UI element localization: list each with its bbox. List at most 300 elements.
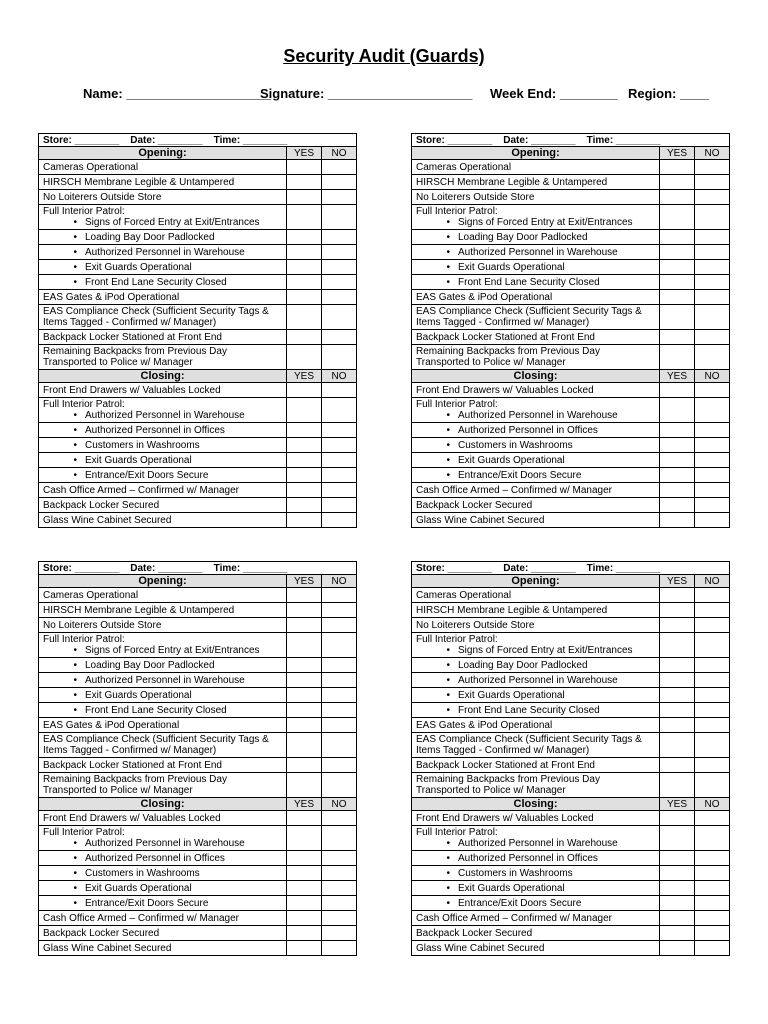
bullet-icon: • bbox=[73, 410, 77, 421]
store-date-time-line[interactable]: Store: ________ Date: ________ Time: ________ bbox=[39, 134, 357, 147]
checklist-item-label bbox=[39, 345, 287, 370]
yes-checkbox[interactable] bbox=[660, 468, 695, 483]
yes-checkbox[interactable] bbox=[660, 658, 695, 673]
yes-checkbox[interactable] bbox=[660, 773, 695, 798]
signature-field[interactable]: Signature: ____________________ bbox=[260, 86, 473, 101]
no-checkbox[interactable] bbox=[322, 275, 357, 290]
bullet-icon: • bbox=[446, 261, 450, 273]
no-checkbox[interactable] bbox=[322, 941, 357, 956]
yes-column-header: YES bbox=[287, 575, 322, 588]
yes-checkbox[interactable] bbox=[287, 190, 322, 205]
checklist-item-label bbox=[412, 345, 660, 370]
no-checkbox[interactable] bbox=[322, 453, 357, 468]
yes-checkbox[interactable] bbox=[287, 513, 322, 528]
yes-checkbox[interactable] bbox=[660, 190, 695, 205]
checklist-item-label bbox=[39, 881, 287, 896]
no-checkbox[interactable] bbox=[322, 881, 357, 896]
no-checkbox[interactable] bbox=[695, 275, 730, 290]
yes-checkbox[interactable] bbox=[287, 398, 322, 423]
checklist-item-label bbox=[39, 733, 287, 758]
checklist-row bbox=[39, 498, 357, 513]
bullet-icon: • bbox=[446, 469, 450, 481]
checklist-row bbox=[412, 851, 730, 866]
opening-section-header bbox=[39, 575, 357, 588]
yes-checkbox[interactable] bbox=[660, 603, 695, 618]
yes-checkbox[interactable] bbox=[660, 438, 695, 453]
no-checkbox[interactable] bbox=[322, 483, 357, 498]
no-checkbox[interactable] bbox=[695, 453, 730, 468]
checklist-row bbox=[39, 826, 357, 851]
no-checkbox[interactable] bbox=[695, 911, 730, 926]
store-date-time-line[interactable]: Store: ________ Date: ________ Time: ________ bbox=[39, 562, 357, 575]
no-column-header: NO bbox=[695, 370, 730, 383]
yes-checkbox[interactable] bbox=[660, 703, 695, 718]
audit-form-bottom-right bbox=[411, 561, 729, 956]
no-checkbox[interactable] bbox=[695, 758, 730, 773]
no-checkbox[interactable] bbox=[322, 603, 357, 618]
yes-checkbox[interactable] bbox=[287, 468, 322, 483]
store-date-time-line[interactable]: Store: ________ Date: ________ Time: ________ bbox=[412, 134, 730, 147]
yes-checkbox[interactable] bbox=[660, 423, 695, 438]
no-checkbox[interactable] bbox=[695, 423, 730, 438]
no-checkbox[interactable] bbox=[695, 330, 730, 345]
opening-heading: Opening: bbox=[39, 575, 287, 588]
yes-checkbox[interactable] bbox=[660, 688, 695, 703]
no-checkbox[interactable] bbox=[695, 345, 730, 370]
yes-checkbox[interactable] bbox=[287, 290, 322, 305]
no-checkbox[interactable] bbox=[322, 851, 357, 866]
item-text-line2: Items Tagged - Confirmed w/ Manager) bbox=[416, 317, 590, 328]
no-checkbox[interactable] bbox=[695, 498, 730, 513]
checklist-row bbox=[39, 926, 357, 941]
no-checkbox[interactable] bbox=[322, 758, 357, 773]
no-checkbox[interactable] bbox=[322, 688, 357, 703]
checklist-row bbox=[412, 230, 730, 245]
yes-checkbox[interactable] bbox=[660, 811, 695, 826]
yes-checkbox[interactable] bbox=[287, 703, 322, 718]
checklist-item-label: No Loiterers Outside Store bbox=[39, 190, 287, 205]
checklist-item-label: HIRSCH Membrane Legible & Untampered bbox=[39, 175, 287, 190]
yes-checkbox[interactable] bbox=[660, 911, 695, 926]
yes-checkbox[interactable] bbox=[287, 230, 322, 245]
bullet-icon: • bbox=[73, 704, 77, 716]
yes-checkbox[interactable] bbox=[287, 498, 322, 513]
checklist-row bbox=[39, 718, 357, 733]
sub-item-text: Authorized Personnel in Warehouse bbox=[85, 246, 245, 258]
checklist-row bbox=[412, 758, 730, 773]
yes-checkbox[interactable] bbox=[660, 866, 695, 881]
checklist-row bbox=[39, 688, 357, 703]
yes-checkbox[interactable] bbox=[660, 275, 695, 290]
no-checkbox[interactable] bbox=[695, 290, 730, 305]
yes-checkbox[interactable] bbox=[287, 275, 322, 290]
checklist-row bbox=[412, 733, 730, 758]
sub-item-text: Authorized Personnel in Warehouse bbox=[85, 410, 245, 421]
sub-item-text: Authorized Personnel in Offices bbox=[85, 852, 225, 864]
bullet-icon: • bbox=[73, 645, 77, 656]
item-text-line2 bbox=[43, 645, 282, 656]
no-checkbox[interactable] bbox=[322, 826, 357, 851]
no-checkbox[interactable] bbox=[322, 673, 357, 688]
bullet-icon: • bbox=[446, 838, 450, 849]
yes-checkbox[interactable] bbox=[287, 383, 322, 398]
bullet-icon: • bbox=[446, 276, 450, 288]
yes-checkbox[interactable] bbox=[287, 205, 322, 230]
yes-checkbox[interactable] bbox=[287, 603, 322, 618]
no-checkbox[interactable] bbox=[322, 811, 357, 826]
yes-checkbox[interactable] bbox=[660, 513, 695, 528]
yes-checkbox[interactable] bbox=[660, 453, 695, 468]
checklist-row bbox=[39, 588, 357, 603]
sub-item-text: Signs of Forced Entry at Exit/Entrances bbox=[85, 217, 260, 228]
yes-checkbox[interactable] bbox=[660, 941, 695, 956]
yes-checkbox[interactable] bbox=[660, 826, 695, 851]
bullet-icon: • bbox=[446, 217, 450, 228]
no-checkbox[interactable] bbox=[322, 330, 357, 345]
yes-checkbox[interactable] bbox=[660, 383, 695, 398]
checklist-row bbox=[412, 275, 730, 290]
checklist-row bbox=[412, 260, 730, 275]
document-title: Security Audit (Guards) bbox=[283, 46, 485, 66]
checklist-row bbox=[412, 881, 730, 896]
checklist-item-label bbox=[412, 673, 660, 688]
no-checkbox[interactable] bbox=[322, 733, 357, 758]
checklist-row bbox=[39, 453, 357, 468]
item-text-line2: Items Tagged - Confirmed w/ Manager) bbox=[43, 317, 217, 328]
audit-form-top-right bbox=[411, 133, 729, 528]
no-checkbox[interactable] bbox=[695, 773, 730, 798]
no-checkbox[interactable] bbox=[695, 673, 730, 688]
yes-checkbox[interactable] bbox=[287, 453, 322, 468]
yes-column-header: YES bbox=[660, 370, 695, 383]
yes-checkbox[interactable] bbox=[287, 826, 322, 851]
checklist-row bbox=[39, 811, 357, 826]
yes-checkbox[interactable] bbox=[287, 330, 322, 345]
checklist-item-label bbox=[412, 245, 660, 260]
checklist-row bbox=[39, 205, 357, 230]
checklist-row bbox=[412, 826, 730, 851]
no-checkbox[interactable] bbox=[695, 811, 730, 826]
item-text-line2 bbox=[416, 217, 655, 228]
yes-checkbox[interactable] bbox=[287, 588, 322, 603]
checklist-item-label: Cash Office Armed – Confirmed w/ Manager bbox=[412, 911, 660, 926]
no-column-header: NO bbox=[322, 798, 357, 811]
no-checkbox[interactable] bbox=[695, 398, 730, 423]
yes-checkbox[interactable] bbox=[287, 866, 322, 881]
checklist-item-label bbox=[39, 703, 287, 718]
no-checkbox[interactable] bbox=[322, 513, 357, 528]
sub-item-text: Authorized Personnel in Warehouse bbox=[458, 838, 618, 849]
no-checkbox[interactable] bbox=[695, 513, 730, 528]
no-checkbox[interactable] bbox=[322, 633, 357, 658]
yes-checkbox[interactable] bbox=[660, 851, 695, 866]
no-checkbox[interactable] bbox=[695, 205, 730, 230]
checklist-row bbox=[412, 603, 730, 618]
no-checkbox[interactable] bbox=[695, 438, 730, 453]
opening-heading: Opening: bbox=[412, 147, 660, 160]
bullet-icon: • bbox=[446, 410, 450, 421]
checklist-item-label: Backpack Locker Stationed at Front End bbox=[39, 330, 287, 345]
checklist-item-label bbox=[412, 468, 660, 483]
no-checkbox[interactable] bbox=[322, 703, 357, 718]
bullet-icon: • bbox=[446, 659, 450, 671]
no-checkbox[interactable] bbox=[322, 618, 357, 633]
no-checkbox[interactable] bbox=[695, 881, 730, 896]
no-checkbox[interactable] bbox=[322, 290, 357, 305]
yes-checkbox[interactable] bbox=[660, 330, 695, 345]
week-end-field[interactable]: Week End: ________ bbox=[490, 86, 618, 101]
bullet-icon: • bbox=[446, 704, 450, 716]
yes-checkbox[interactable] bbox=[660, 305, 695, 330]
yes-checkbox[interactable] bbox=[287, 773, 322, 798]
name-field[interactable]: Name: ____________________ bbox=[83, 86, 271, 101]
checklist-item-label bbox=[39, 230, 287, 245]
no-checkbox[interactable] bbox=[322, 773, 357, 798]
checklist-item-label bbox=[412, 230, 660, 245]
no-checkbox[interactable] bbox=[695, 383, 730, 398]
checklist-item-label bbox=[412, 438, 660, 453]
no-checkbox[interactable] bbox=[322, 658, 357, 673]
checklist-item-label bbox=[412, 688, 660, 703]
yes-checkbox[interactable] bbox=[287, 688, 322, 703]
yes-checkbox[interactable] bbox=[660, 896, 695, 911]
no-checkbox[interactable] bbox=[695, 468, 730, 483]
checklist-row bbox=[39, 703, 357, 718]
no-checkbox[interactable] bbox=[695, 633, 730, 658]
no-checkbox[interactable] bbox=[695, 851, 730, 866]
no-checkbox[interactable] bbox=[695, 175, 730, 190]
checklist-item-label bbox=[412, 423, 660, 438]
no-checkbox[interactable] bbox=[322, 245, 357, 260]
no-checkbox[interactable] bbox=[322, 260, 357, 275]
checklist-item-label: Cameras Operational bbox=[412, 588, 660, 603]
no-checkbox[interactable] bbox=[322, 423, 357, 438]
yes-checkbox[interactable] bbox=[287, 811, 322, 826]
checklist-item-label: Backpack Locker Stationed at Front End bbox=[39, 758, 287, 773]
checklist-item-label: Backpack Locker Secured bbox=[39, 926, 287, 941]
no-checkbox[interactable] bbox=[322, 926, 357, 941]
checklist-item-label bbox=[412, 733, 660, 758]
no-checkbox[interactable] bbox=[322, 468, 357, 483]
no-checkbox[interactable] bbox=[695, 588, 730, 603]
yes-checkbox[interactable] bbox=[660, 588, 695, 603]
item-text-line2: Items Tagged - Confirmed w/ Manager) bbox=[43, 745, 217, 756]
checklist-item-label: EAS Gates & iPod Operational bbox=[412, 718, 660, 733]
yes-checkbox[interactable] bbox=[287, 673, 322, 688]
no-checkbox[interactable] bbox=[695, 230, 730, 245]
closing-section-header bbox=[39, 798, 357, 811]
checklist-item-label bbox=[39, 673, 287, 688]
yes-checkbox[interactable] bbox=[287, 733, 322, 758]
yes-checkbox[interactable] bbox=[660, 260, 695, 275]
yes-checkbox[interactable] bbox=[660, 633, 695, 658]
checklist-item-label: Front End Drawers w/ Valuables Locked bbox=[39, 383, 287, 398]
opening-section-header bbox=[39, 147, 357, 160]
yes-checkbox[interactable] bbox=[660, 160, 695, 175]
no-checkbox[interactable] bbox=[322, 190, 357, 205]
no-checkbox[interactable] bbox=[695, 305, 730, 330]
region-field[interactable]: Region: ____ bbox=[628, 86, 709, 101]
yes-checkbox[interactable] bbox=[660, 230, 695, 245]
no-checkbox[interactable] bbox=[322, 383, 357, 398]
yes-checkbox[interactable] bbox=[660, 618, 695, 633]
sub-item-text: Exit Guards Operational bbox=[85, 454, 192, 466]
yes-checkbox[interactable] bbox=[287, 483, 322, 498]
store-date-time-line[interactable]: Store: ________ Date: ________ Time: ________ bbox=[412, 562, 730, 575]
yes-checkbox[interactable] bbox=[287, 423, 322, 438]
yes-checkbox[interactable] bbox=[660, 483, 695, 498]
yes-checkbox[interactable] bbox=[287, 941, 322, 956]
audit-table bbox=[411, 133, 730, 528]
no-checkbox[interactable] bbox=[695, 926, 730, 941]
bullet-icon: • bbox=[446, 852, 450, 864]
checklist-row bbox=[412, 718, 730, 733]
checklist-item-label bbox=[412, 205, 660, 230]
item-text: Full Interior Patrol: bbox=[43, 206, 125, 217]
yes-checkbox[interactable] bbox=[287, 305, 322, 330]
yes-checkbox[interactable] bbox=[287, 911, 322, 926]
no-checkbox[interactable] bbox=[695, 160, 730, 175]
no-checkbox[interactable] bbox=[322, 160, 357, 175]
yes-checkbox[interactable] bbox=[287, 438, 322, 453]
no-checkbox[interactable] bbox=[695, 703, 730, 718]
item-text-line2 bbox=[43, 217, 282, 228]
item-text: Full Interior Patrol: bbox=[43, 827, 125, 838]
checklist-row bbox=[39, 618, 357, 633]
no-checkbox[interactable] bbox=[695, 618, 730, 633]
no-checkbox[interactable] bbox=[695, 260, 730, 275]
bullet-icon: • bbox=[446, 882, 450, 894]
yes-checkbox[interactable] bbox=[287, 926, 322, 941]
no-checkbox[interactable] bbox=[322, 498, 357, 513]
yes-checkbox[interactable] bbox=[287, 658, 322, 673]
yes-checkbox[interactable] bbox=[660, 398, 695, 423]
yes-checkbox[interactable] bbox=[287, 175, 322, 190]
no-checkbox[interactable] bbox=[322, 588, 357, 603]
yes-checkbox[interactable] bbox=[660, 718, 695, 733]
no-checkbox[interactable] bbox=[322, 896, 357, 911]
checklist-row bbox=[39, 175, 357, 190]
checklist-item-label: Front End Drawers w/ Valuables Locked bbox=[412, 811, 660, 826]
bullet-icon: • bbox=[446, 439, 450, 451]
checklist-item-label bbox=[39, 205, 287, 230]
checklist-row bbox=[412, 588, 730, 603]
no-checkbox[interactable] bbox=[695, 190, 730, 205]
checklist-item-label: No Loiterers Outside Store bbox=[412, 618, 660, 633]
no-checkbox[interactable] bbox=[322, 438, 357, 453]
yes-checkbox[interactable] bbox=[660, 245, 695, 260]
item-text: EAS Compliance Check (Sufficient Security Tags & bbox=[416, 734, 642, 745]
item-text: Remaining Backpacks from Previous Day bbox=[416, 774, 600, 785]
yes-checkbox[interactable] bbox=[287, 758, 322, 773]
no-checkbox[interactable] bbox=[695, 688, 730, 703]
yes-checkbox[interactable] bbox=[287, 718, 322, 733]
yes-checkbox[interactable] bbox=[287, 896, 322, 911]
bullet-icon: • bbox=[73, 424, 77, 436]
yes-checkbox[interactable] bbox=[287, 245, 322, 260]
yes-column-header: YES bbox=[660, 798, 695, 811]
yes-checkbox[interactable] bbox=[660, 498, 695, 513]
checklist-row bbox=[412, 330, 730, 345]
checklist-row bbox=[412, 866, 730, 881]
yes-checkbox[interactable] bbox=[660, 345, 695, 370]
checklist-item-label: Backpack Locker Stationed at Front End bbox=[412, 330, 660, 345]
no-checkbox[interactable] bbox=[695, 866, 730, 881]
checklist-row bbox=[412, 618, 730, 633]
no-checkbox[interactable] bbox=[322, 175, 357, 190]
yes-checkbox[interactable] bbox=[660, 733, 695, 758]
checklist-row bbox=[412, 633, 730, 658]
no-checkbox[interactable] bbox=[322, 866, 357, 881]
bullet-icon: • bbox=[446, 645, 450, 656]
sub-item-text: Authorized Personnel in Warehouse bbox=[85, 838, 245, 849]
yes-checkbox[interactable] bbox=[660, 205, 695, 230]
no-checkbox[interactable] bbox=[322, 230, 357, 245]
checklist-row bbox=[39, 245, 357, 260]
yes-checkbox[interactable] bbox=[660, 175, 695, 190]
checklist-item-label bbox=[39, 866, 287, 881]
sub-item-text: Entrance/Exit Doors Secure bbox=[85, 897, 209, 909]
yes-checkbox[interactable] bbox=[287, 345, 322, 370]
no-checkbox[interactable] bbox=[322, 305, 357, 330]
sub-item-text: Signs of Forced Entry at Exit/Entrances bbox=[458, 645, 633, 656]
item-text-line2: Items Tagged - Confirmed w/ Manager) bbox=[416, 745, 590, 756]
no-checkbox[interactable] bbox=[322, 345, 357, 370]
no-checkbox[interactable] bbox=[695, 718, 730, 733]
checklist-item-label bbox=[39, 896, 287, 911]
yes-checkbox[interactable] bbox=[660, 881, 695, 896]
bullet-icon: • bbox=[73, 439, 77, 451]
no-checkbox[interactable] bbox=[695, 826, 730, 851]
yes-checkbox[interactable] bbox=[287, 160, 322, 175]
no-checkbox[interactable] bbox=[695, 896, 730, 911]
no-checkbox[interactable] bbox=[695, 658, 730, 673]
checklist-row bbox=[412, 896, 730, 911]
checklist-item-label: HIRSCH Membrane Legible & Untampered bbox=[39, 603, 287, 618]
yes-checkbox[interactable] bbox=[287, 881, 322, 896]
sub-item-text: Customers in Washrooms bbox=[85, 867, 200, 879]
yes-checkbox[interactable] bbox=[660, 926, 695, 941]
bullet-icon: • bbox=[73, 838, 77, 849]
yes-checkbox[interactable] bbox=[660, 673, 695, 688]
yes-checkbox[interactable] bbox=[287, 633, 322, 658]
bullet-icon: • bbox=[446, 246, 450, 258]
checklist-item-label bbox=[412, 658, 660, 673]
sub-item-text: Entrance/Exit Doors Secure bbox=[85, 469, 209, 481]
yes-checkbox[interactable] bbox=[287, 260, 322, 275]
checklist-item-label bbox=[39, 275, 287, 290]
yes-checkbox[interactable] bbox=[660, 290, 695, 305]
yes-checkbox[interactable] bbox=[287, 618, 322, 633]
checklist-row bbox=[412, 483, 730, 498]
no-checkbox[interactable] bbox=[695, 603, 730, 618]
checklist-row bbox=[39, 941, 357, 956]
no-checkbox[interactable] bbox=[322, 911, 357, 926]
checklist-item-label: No Loiterers Outside Store bbox=[39, 618, 287, 633]
yes-checkbox[interactable] bbox=[287, 851, 322, 866]
no-checkbox[interactable] bbox=[322, 205, 357, 230]
no-checkbox[interactable] bbox=[695, 941, 730, 956]
no-checkbox[interactable] bbox=[695, 245, 730, 260]
no-checkbox[interactable] bbox=[695, 733, 730, 758]
yes-checkbox[interactable] bbox=[660, 758, 695, 773]
checklist-row bbox=[39, 160, 357, 175]
no-checkbox[interactable] bbox=[695, 483, 730, 498]
no-checkbox[interactable] bbox=[322, 718, 357, 733]
checklist-item-label bbox=[412, 275, 660, 290]
no-checkbox[interactable] bbox=[322, 398, 357, 423]
checklist-row bbox=[412, 245, 730, 260]
